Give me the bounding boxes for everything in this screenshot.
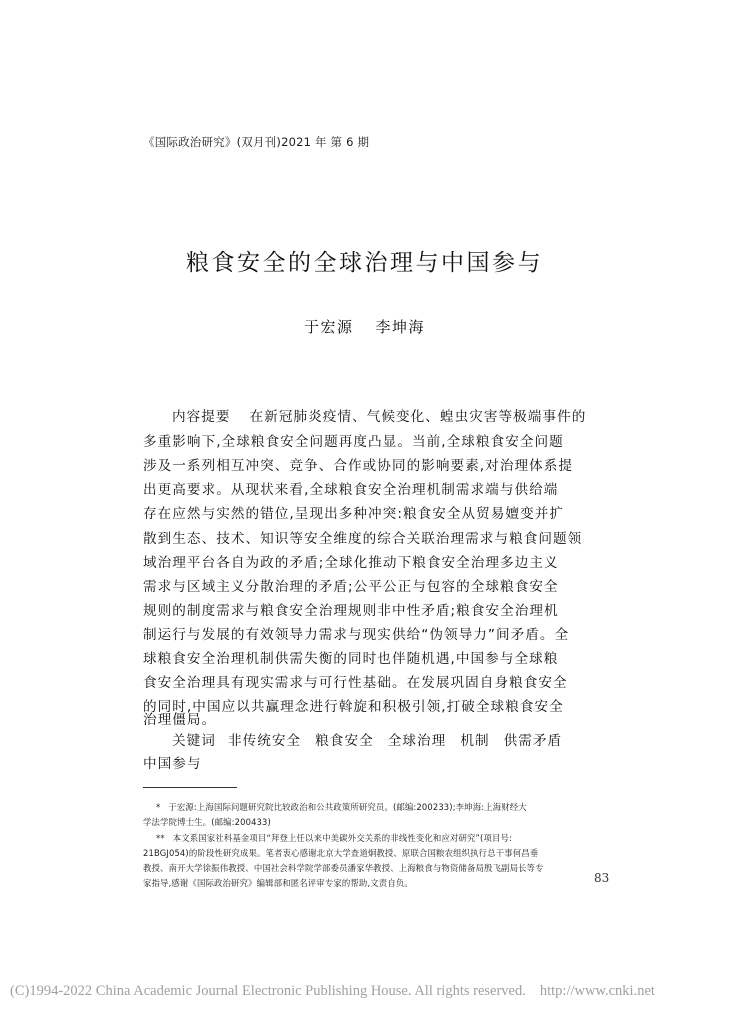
abstract-line: 出更高要求。从现状来看,全球粮食安全治理机制需求端与供给端 bbox=[143, 482, 559, 498]
abstract-line: 需求与区域主义分散治理的矛盾;公平公正与包容的全球粮食安全 bbox=[143, 579, 559, 595]
keywords bbox=[172, 729, 562, 749]
keyword: 机制 bbox=[460, 733, 490, 749]
footnote-line: 家指导,感谢《国际政治研究》编辑部和匿名评审专家的帮助,文责自负。 bbox=[143, 878, 413, 888]
footnote-line bbox=[156, 801, 527, 813]
footnote-marker: * bbox=[156, 802, 161, 812]
abstract-line: 存在应然与实然的错位,呈现出多种冲突:粮食安全从贸易嬗变并扩 bbox=[143, 506, 565, 522]
keyword: 非传统安全 bbox=[227, 733, 302, 749]
footnote-line bbox=[156, 832, 512, 844]
footnote-text: 于宏源:上海国际问题研究院比较政治和公共政策所研究员。(邮编:200233);李坤海:上海财经大 bbox=[168, 802, 527, 812]
journal-header: 《国际政治研究》(双月刊)2021 年 第 6 期 bbox=[143, 135, 370, 149]
copyright-watermark bbox=[10, 983, 655, 1000]
abstract-line bbox=[172, 405, 586, 425]
abstract-line: 散到生态、技术、知识等安全维度的综合关联治理需求与粮食问题领 bbox=[143, 531, 583, 547]
abstract-line: 涉及一系列相互冲突、竞争、合作或协同的影响要素,对治理体系提 bbox=[143, 458, 574, 474]
abstract-line: 食安全治理具有现实需求与可行性基础。在发展巩固自身粮食安全 bbox=[143, 675, 568, 691]
footnote-divider bbox=[143, 787, 237, 788]
author-name: 李坤海 bbox=[375, 318, 426, 336]
footnote-text: 本文系国家社科基金项目“拜登上任以来中美碳外交关系的非线性变化和应对研究”(项目号: bbox=[172, 833, 513, 843]
abstract-line: 多重影响下,全球粮食安全问题再度凸显。当前,全球粮食安全问题 bbox=[143, 434, 564, 450]
copyright-url: http://www.cnki.net bbox=[539, 983, 655, 999]
abstract-line: 规则的制度需求与粮食安全治理规则非中性矛盾;粮食安全治理机 bbox=[143, 603, 559, 619]
keywords-label: 关键词 bbox=[172, 733, 216, 749]
abstract-text: 在新冠肺炎疫情、气候变化、蝗虫灾害等极端事件的 bbox=[249, 409, 587, 425]
authors-line bbox=[0, 316, 729, 337]
abstract-line: 治理僵局。 bbox=[143, 712, 217, 728]
keyword: 粮食安全 bbox=[315, 733, 374, 749]
keyword: 供需矛盾 bbox=[503, 733, 563, 749]
page-number: 83 bbox=[594, 871, 610, 885]
author-name: 于宏源 bbox=[303, 318, 354, 336]
abstract-line: 球粮食安全治理机制供需失衡的同时也伴随机遇,中国参与全球粮 bbox=[143, 651, 559, 667]
keyword: 中国参与 bbox=[143, 756, 202, 772]
abstract-line: 制运行与发展的有效领导力需求与现实供给“伪领导力”间矛盾。全 bbox=[143, 627, 570, 643]
abstract-line: 域治理平台各自为政的矛盾;全球化推动下粮食安全治理多边主义 bbox=[143, 555, 559, 571]
article-title: 粮食安全的全球治理与中国参与 bbox=[186, 250, 543, 276]
footnote-line: 教授、南开大学徐振伟教授、中国社会科学院学部委员潘家华教授、上海粮食与物资储备局殷飞副局长等专 bbox=[143, 863, 544, 873]
copyright-text: (C)1994-2022 China Academic Journal Electronic Publishing House. All rights reserved. bbox=[10, 983, 526, 999]
abstract-line: 的同时,中国应以共赢理念进行斡旋和积极引领,打破全球粮食安全 bbox=[143, 699, 564, 715]
footnote-line: 学法学院博士生。(邮编:200433) bbox=[143, 817, 271, 827]
footnote-marker: ** bbox=[156, 833, 165, 843]
keyword: 全球治理 bbox=[387, 733, 447, 749]
abstract-label: 内容提要 bbox=[172, 409, 231, 425]
footnote-line: 21BGJ054)的阶段性研究成果。笔者衷心感谢北京大学查道炯教授、原联合国粮农组织执行总干事何昌垂 bbox=[143, 848, 539, 858]
